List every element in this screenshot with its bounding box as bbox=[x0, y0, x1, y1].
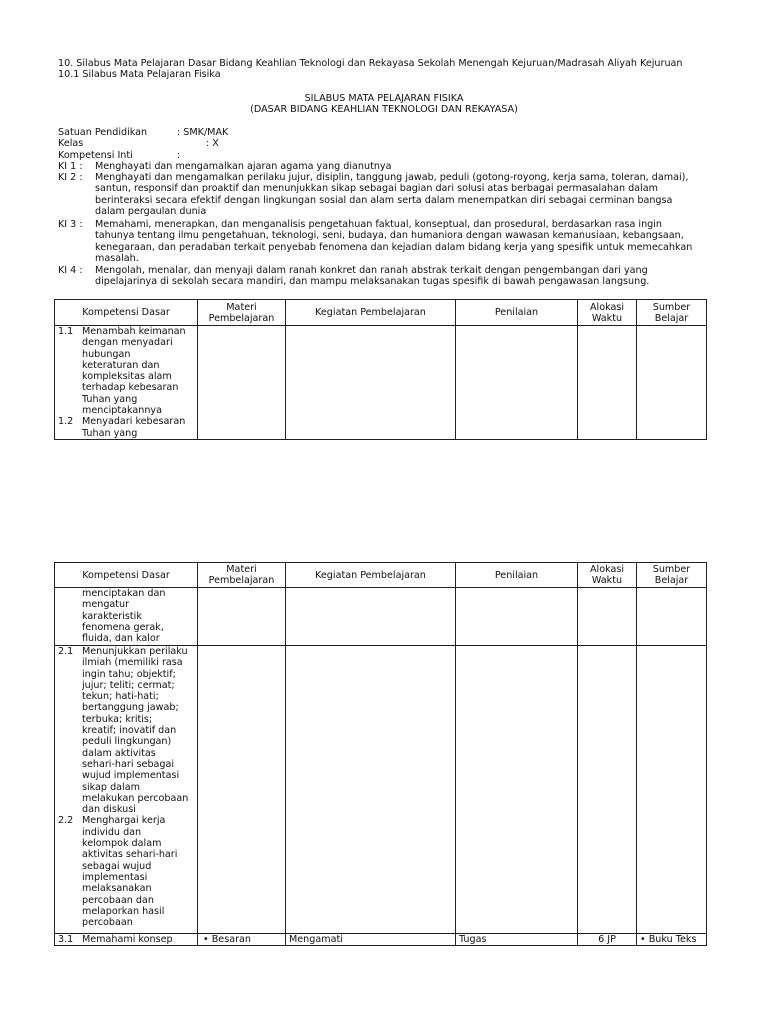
ki-line: Mengolah, menalar, dan menyaji dalam ranah konkret dan ranah abstrak terkait dengan pengembangan dari yang bbox=[95, 265, 648, 276]
kd-number: 1.2 bbox=[58, 416, 74, 428]
table-row bbox=[55, 646, 707, 934]
kelas-label: Kelas bbox=[58, 138, 84, 149]
section-heading: 10. Silabus Mata Pelajaran Dasar Bidang Keahlian Teknologi dan Rekayasa Sekolah Menengah Kejuruan/Madrasah Aliyah Kejuruan bbox=[58, 58, 683, 69]
header-penilaian: Penilaian bbox=[456, 300, 578, 326]
ki-line: dipelajarinya di sekolah secara mandiri, dan mampu melaksanakan tugas spesifik di bawah pengawasan langsung. bbox=[95, 276, 650, 288]
header-materi: Materi Pembelajaran bbox=[198, 563, 286, 588]
materi-cell bbox=[198, 326, 286, 440]
subsection-heading: 10.1 Silabus Mata Pelajaran Fisika bbox=[58, 69, 221, 80]
table-row bbox=[55, 934, 707, 946]
ki-colon: : bbox=[177, 150, 181, 161]
sumber-cell: • Buku Teks bbox=[637, 934, 707, 946]
syllabus-table-1 bbox=[54, 299, 707, 440]
alokasi-cell bbox=[578, 646, 637, 934]
header-kompetensi-dasar: Kompetensi Dasar bbox=[55, 563, 198, 588]
table-row bbox=[55, 326, 707, 440]
penilaian-cell bbox=[456, 646, 578, 934]
kd-number: 2.1 bbox=[58, 646, 74, 657]
ki-line: tahunya tentang ilmu pengetahuan, teknologi, seni, budaya, dan humaniora dengan wawasan kemanusiaan, kebangsaan, bbox=[95, 230, 684, 242]
ki-line: kenegaraan, dan peradaban terkait penyebab fenomena dan kejadian dalam bidang kerja yang spesifik untuk memecahkan bbox=[95, 241, 693, 253]
kegiatan-cell: Mengamati bbox=[286, 934, 456, 946]
ki-line: masalah. bbox=[95, 252, 139, 264]
ki-line: Menghayati dan mengamalkan perilaku jujur, disiplin, tanggung jawab, peduli (gotong-royong, kerja sama, toleran, damai), bbox=[95, 172, 689, 183]
kd-cell: 1.1 Menambah keimanan dengan menyadari hubungan keteraturan dan kompleksitas alam terhadap kebesaran Tuhan yang menciptakannya 1.2 Menyadari kebesaran Tuhan yang bbox=[55, 326, 198, 440]
kegiatan-cell bbox=[286, 326, 456, 440]
kd-number: 3.1 bbox=[58, 934, 74, 945]
header-kegiatan: Kegiatan Pembelajaran bbox=[286, 300, 456, 326]
materi-cell: • Besaran bbox=[198, 934, 286, 946]
sumber-cell bbox=[637, 588, 707, 646]
header-materi: Materi Pembelajaran bbox=[198, 300, 286, 326]
kd-cell: 2.1 Menunjukkan perilaku ilmiah (memiliki rasa ingin tahu; objektif; jujur; teliti; cermat; tekun; hati-hati; bertanggung jawab; terbuka; kritis; kreatif; inovatif dan peduli lingkungan) dalam aktivitas sehari-hari sebagai wujud implementasi sikap dalam melakukan percobaan dan diskusi 2.2 Menghargai kerja individu dan kelompok dalam aktivitas sehari-hari sebagai wujud implementasi melaksanakan percobaan dan melaporkan hasil percobaan bbox=[55, 646, 198, 934]
ki-code: KI 2 : bbox=[58, 172, 83, 183]
header-alokasi: Alokasi Waktu bbox=[578, 563, 637, 588]
alokasi-cell bbox=[578, 588, 637, 646]
satuan-label: Satuan Pendidikan bbox=[58, 127, 148, 138]
ki-line: dalam pergaulan dunia bbox=[95, 205, 207, 217]
kd-cell: 3.1 Memahami konsep bbox=[55, 934, 198, 946]
header-sumber: Sumber Belajar bbox=[637, 563, 707, 588]
kd-number: 2.2 bbox=[58, 815, 74, 827]
materi-cell bbox=[198, 646, 286, 934]
sumber-cell bbox=[637, 326, 707, 440]
kelas-value: : X bbox=[206, 138, 219, 149]
header-sumber: Sumber Belajar bbox=[637, 300, 707, 326]
document-subtitle: (DASAR BIDANG KEAHLIAN TEKNOLOGI DAN REKAYASA) bbox=[250, 104, 518, 115]
sumber-cell bbox=[637, 646, 707, 934]
kd-cell: menciptakan dan mengatur karakteristik fenomena gerak, fluida, dan kalor bbox=[55, 588, 198, 646]
penilaian-cell: Tugas bbox=[456, 934, 578, 946]
penilaian-cell bbox=[456, 326, 578, 440]
penilaian-cell bbox=[456, 588, 578, 646]
ki-line: Menghayati dan mengamalkan ajaran agama yang dianutnya bbox=[95, 161, 392, 172]
syllabus-table-2 bbox=[54, 562, 707, 946]
ki-code: KI 3 : bbox=[58, 219, 83, 230]
ki-line: Memahami, menerapkan, dan menganalisis pengetahuan faktual, konseptual, dan prosedural, berdasarkan rasa ingin bbox=[95, 219, 663, 230]
alokasi-cell: 6 JP bbox=[578, 934, 637, 946]
materi-cell bbox=[198, 588, 286, 646]
ki-code: KI 4 : bbox=[58, 265, 83, 276]
ki-code: KI 1 : bbox=[58, 161, 83, 172]
header-kompetensi-dasar: Kompetensi Dasar bbox=[55, 300, 198, 326]
satuan-value: : SMK/MAK bbox=[177, 127, 229, 138]
header-penilaian: Penilaian bbox=[456, 563, 578, 588]
ki-line: berinteraksi secara efektif dengan lingkungan sosial dan alam serta dalam menempatkan diri sebagai cerminan bangsa bbox=[95, 194, 673, 206]
ki-line: santun, responsif dan proaktif dan menunjukkan sikap sebagai bagian dari solusi atas berbagai permasalahan dalam bbox=[95, 183, 658, 195]
header-alokasi: Alokasi Waktu bbox=[578, 300, 637, 326]
kd-number: 1.1 bbox=[58, 326, 74, 337]
header-kegiatan: Kegiatan Pembelajaran bbox=[286, 563, 456, 588]
document-title: SILABUS MATA PELAJARAN FISIKA bbox=[304, 93, 464, 104]
kegiatan-cell bbox=[286, 588, 456, 646]
alokasi-cell bbox=[578, 326, 637, 440]
table-header-row bbox=[55, 300, 707, 326]
table-header-row bbox=[55, 563, 707, 588]
ki-label: Kompetensi Inti bbox=[58, 150, 133, 161]
table-row bbox=[55, 588, 707, 646]
kegiatan-cell bbox=[286, 646, 456, 934]
